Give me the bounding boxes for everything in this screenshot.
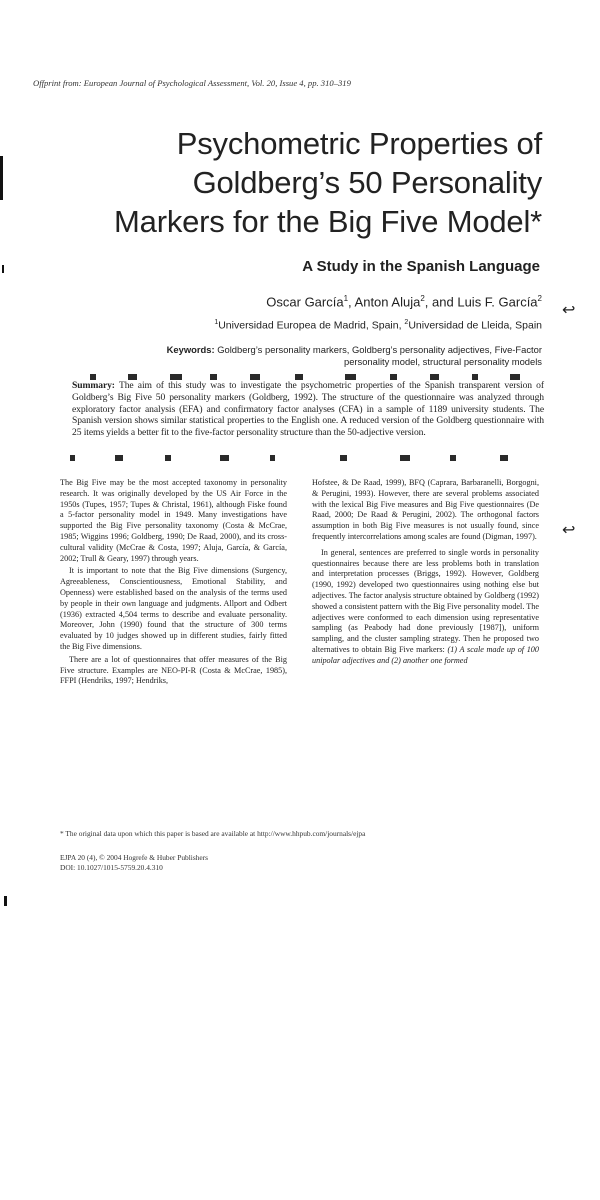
affiliation: Universidad Europea de Madrid, Spain, bbox=[218, 319, 402, 332]
title-line: Psychometric Properties of bbox=[176, 126, 542, 161]
paragraph: There are a lot of questionnaires that offer measures of the Big Five structure. Examples are NEO-PI-R (Costa & McCrae, 1985), FFPI (Hendriks, 1997; Hendriks, bbox=[60, 654, 287, 686]
author-list: Oscar García$^1$, Anton Aluja$^2$, and Luis F. García$^2$ bbox=[266, 294, 542, 310]
paragraph: The Big Five may be the most accepted taxonomy in personality research. It was originally developed by the US Air Force in the 1950s (Tupes, 1957; Tupes & Christal, 1961), although Fiske found a 5-factor personality model in 1949. Many investigations have supported the Big Five personality taxonomy (Costa & McCrae, 1985; Wiggins 1996; Goldberg, 1990; De Raad, 2000), and its cross-cultural validity (McCrae & Costa, 1997; Aluja, García, & García, 2002; Trull & Geary, 1997) through years. bbox=[60, 478, 287, 563]
affiliations bbox=[214, 319, 542, 332]
title-line: Markers for the Big Five Model* bbox=[114, 204, 542, 239]
author-name: Anton Aluja bbox=[354, 294, 421, 310]
paper-title bbox=[42, 124, 542, 241]
body-column-left bbox=[60, 478, 287, 687]
abstract-label: Summary: bbox=[72, 380, 115, 391]
margin-scan-mark bbox=[2, 265, 4, 273]
keywords-text: Goldberg’s personality markers, Goldberg’s personality adjectives, Five-Factor personality model, structural personality models bbox=[217, 344, 542, 367]
margin-scan-mark bbox=[4, 896, 7, 906]
paragraph-italic: (1) A scale made up of 100 unipolar adjectives and (2) another one formed bbox=[312, 644, 539, 665]
keywords-label: Keywords: bbox=[166, 344, 215, 355]
paper-subtitle: A Study in the Spanish Language bbox=[302, 258, 540, 275]
keywords bbox=[162, 344, 542, 368]
margin-scribble-icon: ↩ bbox=[562, 520, 576, 539]
author-superscript: 2 bbox=[420, 294, 425, 303]
abstract-text: The aim of this study was to investigate the psychometric properties of the Spanish transparent version of Goldberg’s Big Five 50 personality markers (Goldberg, 1992). The structure of the questionnaire was analyzed through exploratory factor analysis (EFA) and confirmatory factor analyses (CFA) in a sample of 1189 university students. The Spanish version shows similar statistical properties to the English one. A reduced version of the Goldberg questionnaire with 25 items yields a better fit to the five-factor personality structure than the 50-adjective version. bbox=[72, 380, 544, 439]
journal-line: EJPA 20 (4), © 2004 Hogrefe & Huber Publishers bbox=[60, 853, 209, 862]
affiliation: Universidad de Lleida, Spain bbox=[408, 319, 542, 332]
paragraph bbox=[312, 548, 539, 667]
author-name: Oscar García bbox=[266, 294, 344, 310]
abstract bbox=[72, 380, 544, 439]
paragraph-text: In general, sentences are preferred to single words in personality questionnaires because there are less problems both in translation and interpretation processes (Briggs, 1992). However, Goldberg (1990, 1992) developed two questionnaires using nothing else but adjectives. The factor analysis structure obtained by Goldberg (1992) showed a consistent pattern with the Big Five personality model. The adjectives were conformed to each dimension using representative sampling (as Peabody had done previously [1987]), uniform sampling, and the cluster sampling strategy. Then he proposed two alternatives to obtain Big Five markers: bbox=[312, 547, 540, 654]
affiliation-superscript: 2 bbox=[404, 319, 409, 326]
author-superscript: 2 bbox=[537, 294, 542, 303]
author-superscript: 1 bbox=[343, 294, 349, 303]
author-conjunction: and bbox=[432, 294, 454, 310]
paragraph: It is important to note that the Big Five dimensions (Surgency, Agreeableness, Conscientiousness, Emotional Stability, and Openness) were established based on the analysis of the terms used by people in their own language and judgments. Allport and Odbert (1936) extracted 4,504 terms to describe and evaluate personality. Moreover, John (1990) found that the structure of 300 terms evaluated by 10 judges showed up in different studies, fairly fitted the Big Five dimensions. bbox=[60, 566, 287, 651]
offprint-citation: Offprint from: European Journal of Psychological Assessment, Vol. 20, Issue 4, pp. 310–319 bbox=[33, 78, 351, 88]
journal-info bbox=[60, 853, 360, 872]
body-column-right bbox=[312, 478, 539, 667]
paragraph: Hofstee, & De Raad, 1999), BFQ (Caprara, Barbaranelli, Borgogni, & Perugini, 1993). However, there are several problems associated with the lexical Big Five measures and Big Five questionnaires (De Raad, 2000; De Raad & Perugini, 2002). The orthogonal factors assumption in both Big Five measures is not usually found, since frequently intercorrelations among scales are found (Digman, 1997). bbox=[312, 478, 539, 541]
scan-noise bbox=[70, 455, 545, 462]
footnote: * The original data upon which this paper is based are available at http://www.hhpub.com/journals/ejpa bbox=[60, 829, 366, 838]
doi-line: DOI: 10.1027/1015-5759.20.4.310 bbox=[60, 862, 163, 872]
margin-scribble-icon: ↩ bbox=[562, 300, 576, 319]
title-line: Goldberg’s 50 Personality bbox=[192, 165, 542, 200]
margin-scan-mark bbox=[0, 156, 3, 200]
affiliation-superscript: 1 bbox=[214, 319, 219, 326]
author-name: Luis F. García bbox=[457, 294, 538, 310]
